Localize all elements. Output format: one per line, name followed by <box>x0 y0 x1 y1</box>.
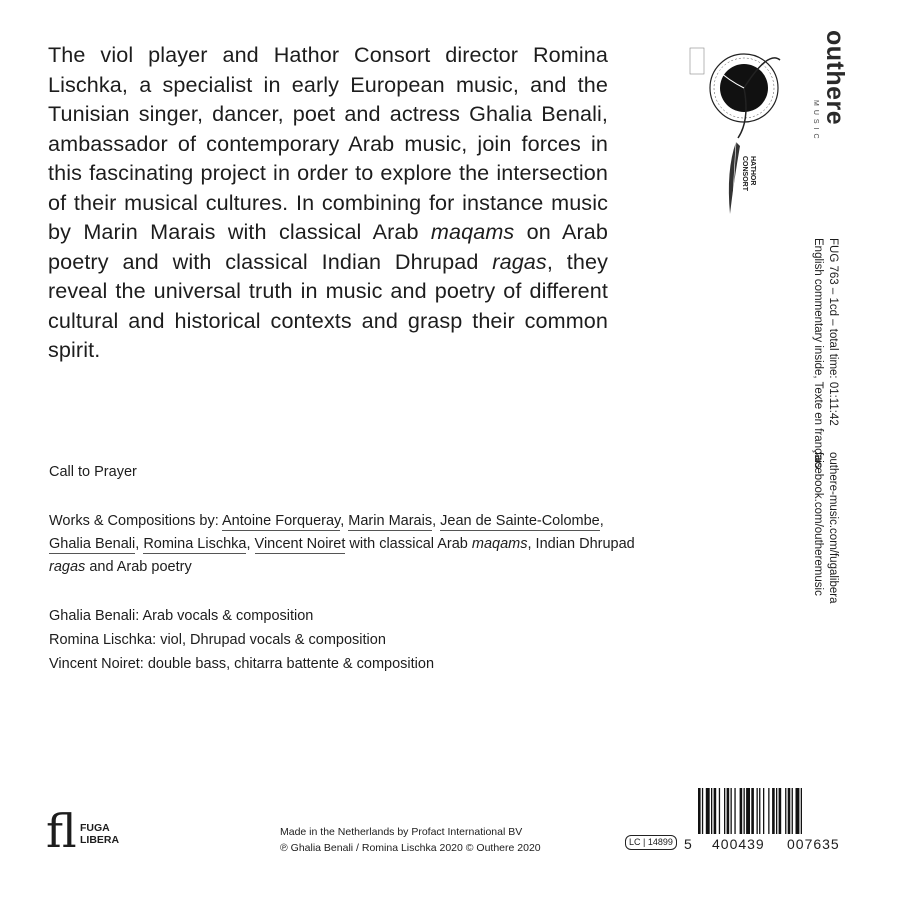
lc-label: LC <box>629 837 641 847</box>
label-code <box>625 835 677 848</box>
language-info: English commentary inside, Texte en français <box>812 238 824 469</box>
works-compositions: Works & Compositions by: Antoine Forqueray, Marin Marais, Jean de Sainte-Colombe, Ghalia Benali, Romina Lischka, Vincent Noiret with classical Arab maqams, Indian Dhrupad ragas and Arab poetry <box>49 513 635 575</box>
barcode-bar <box>702 788 703 834</box>
lc-badge: LC | 14899 <box>625 835 677 850</box>
hathor-label <box>740 156 756 216</box>
fuga-line-1: FUGA <box>80 822 110 834</box>
barcode-bar <box>801 788 802 834</box>
artwork-illustration <box>688 40 788 140</box>
barcode-bar <box>785 788 786 834</box>
barcode-bar <box>724 788 725 834</box>
hathor-feather-icon <box>722 140 742 216</box>
facebook-link[interactable]: facebook.com/outheremusic <box>812 452 824 596</box>
intro-em-ragas: ragas <box>492 248 547 274</box>
barcode-bar <box>763 788 764 834</box>
hathor-line-1: HATHOR <box>749 156 756 186</box>
barcode-bar <box>706 788 710 834</box>
works-em-maqams: maqams <box>471 536 528 552</box>
barcode-bar <box>731 788 732 834</box>
works-indian: , Indian Dhrupad <box>527 536 635 552</box>
credit-line: Vincent Noiret: double bass, chitarra battente & composition <box>49 656 435 672</box>
barcode-bar <box>759 788 760 834</box>
intro-em-maqams: maqams <box>430 219 515 244</box>
barcode-bar <box>746 788 750 834</box>
outhere-music-label: MUSIC <box>812 100 819 143</box>
outhere-logo <box>808 30 858 150</box>
intro-text-3: , they reveal the universal truth in music and poetry of different cultural and historical contexts and grasp their common spirit. <box>48 248 608 362</box>
barcode-bar <box>751 788 754 834</box>
fuga-label <box>80 822 119 846</box>
barcode-bar <box>757 788 758 834</box>
fuga-glyph: fl <box>46 804 77 858</box>
lc-number: 14899 <box>647 837 673 847</box>
composer-link[interactable]: Marin Marais <box>348 513 433 529</box>
copyright-line: ℗ Ghalia Benali / Romina Lischka 2020 © Outhere 2020 <box>280 842 541 854</box>
works-lead: Works & Compositions by: <box>49 513 219 529</box>
barcode-bar <box>719 788 720 834</box>
credit-line: Romina Lischka: viol, Dhrupad vocals & composition <box>49 632 386 648</box>
barcode-bar <box>711 788 712 834</box>
catalog-info: FUG 763 – 1cd – total time: 01:11:42 <box>827 238 839 426</box>
barcode-bar <box>698 788 701 834</box>
side-info <box>810 238 840 469</box>
barcode-bar <box>744 788 745 834</box>
website-link[interactable]: outhere-music.com/fugalibera <box>827 452 839 604</box>
barcode-bar <box>788 788 791 834</box>
intro-paragraph <box>48 40 608 365</box>
intro-text-1: The viol player and Hathor Consort director Romina Lischka, a specialist in early European music, and the Tunisian singer, dancer, poet and actress Ghalia Benali, ambassador of contemporary Arab music, join forces in this fascinating project in order to explore the intersection of their musical cultures. In combining for instance music by Marin Marais with classical Arab <box>48 42 608 244</box>
composer-link[interactable]: Ghalia Benali <box>49 536 136 552</box>
barcode-digits-left: 400439 <box>712 836 765 852</box>
credit-line: Ghalia Benali: Arab vocals & composition <box>49 608 314 624</box>
fuga-line-2: LIBERA <box>80 834 120 846</box>
works-tail: and Arab poetry <box>89 559 192 575</box>
composer-link[interactable]: Vincent Noiret <box>254 536 346 552</box>
barcode-digits-right: 007635 <box>787 836 840 852</box>
barcode-bar <box>772 788 775 834</box>
barcode-bar <box>714 788 717 834</box>
barcode-bar <box>768 788 769 834</box>
works-em-ragas: ragas <box>49 559 86 575</box>
barcode-bar <box>740 788 743 834</box>
barcode-bar <box>796 788 800 834</box>
hathor-line-2: CONSORT <box>741 156 748 191</box>
barcode-bar <box>734 788 735 834</box>
album-title: Call to Prayer <box>49 464 137 480</box>
composer-link[interactable]: Jean de Sainte-Colombe <box>440 513 600 529</box>
manufacture-line: Made in the Netherlands by Profact International BV <box>280 826 523 838</box>
barcode-bar <box>776 788 777 834</box>
barcode-bar <box>792 788 793 834</box>
composer-link[interactable]: Antoine Forqueray <box>222 513 341 529</box>
performer-credits <box>49 604 434 676</box>
composer-link[interactable]: Romina Lischka <box>143 536 247 552</box>
outhere-wordmark: outhere <box>821 30 849 126</box>
barcode-bar <box>779 788 782 834</box>
legal-info <box>280 824 541 856</box>
hathor-consort-logo <box>722 140 772 216</box>
barcode-bar <box>727 788 730 834</box>
works-with: with classical Arab <box>349 536 468 552</box>
intro-text-2: on Arab poetry and with classical Indian Dhrupad <box>48 219 609 274</box>
fuga-libera-logo <box>46 804 126 858</box>
barcode-digit-first: 5 <box>684 836 693 852</box>
side-web <box>810 452 840 604</box>
